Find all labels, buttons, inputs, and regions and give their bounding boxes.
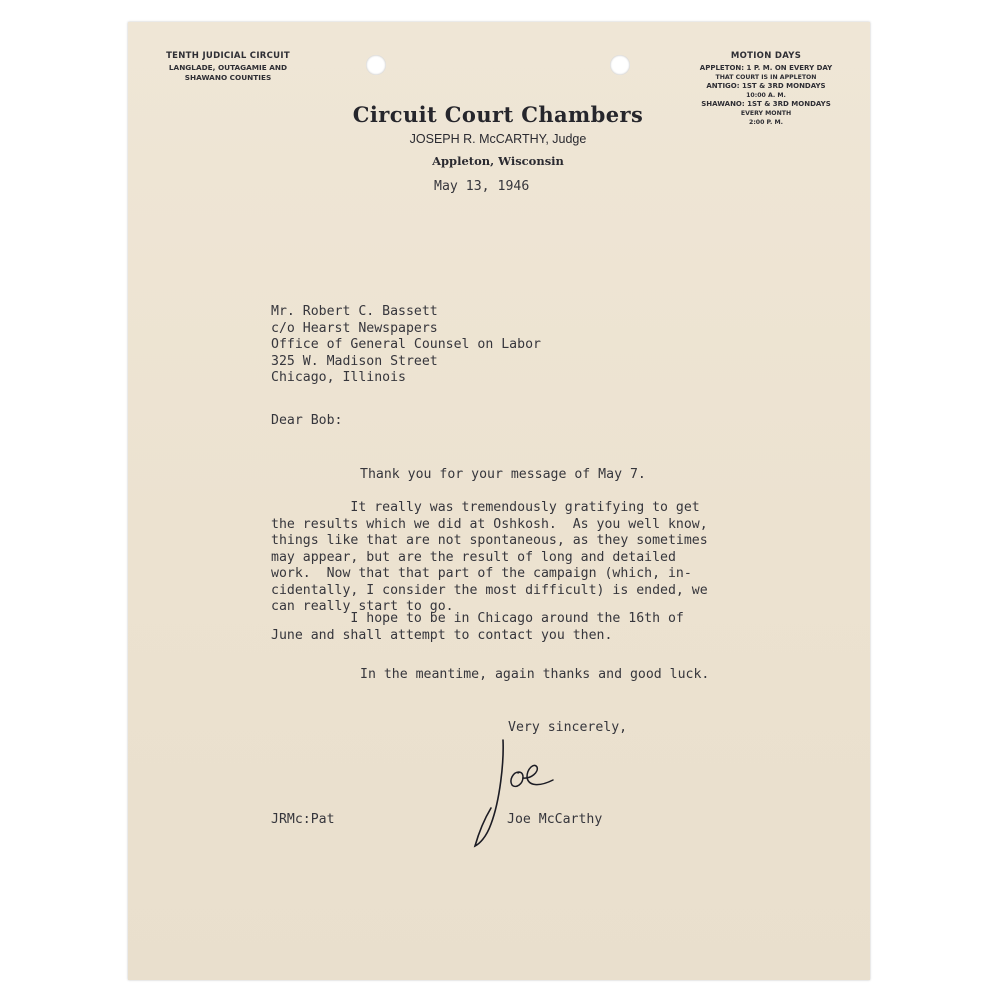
motion-days-line: 10:00 A. M.	[746, 92, 786, 99]
motion-days-line: ANTIGO: 1ST & 3RD MONDAYS	[706, 82, 826, 90]
paragraph-4: In the meantime, again thanks and good luck.	[360, 667, 710, 682]
counties-line-1: LANGLADE, OUTAGAMIE AND	[168, 63, 288, 72]
punch-hole-right	[610, 55, 630, 75]
motion-days-line: EVERY MONTH	[740, 110, 792, 117]
motion-days-block	[668, 51, 864, 127]
salutation: Dear Bob:	[271, 413, 343, 428]
paragraph-2: It really was tremendously gratifying to get the results which we did at Oshkosh. As you well know, things like that are not spontaneous, as they sometimes may appear, but are the result of long and detailed work. Now that that part of the campaign (which, in- cidentally, I consider the most difficult) is ended, we can really start to go.	[271, 500, 708, 614]
punch-hole-left	[366, 55, 386, 75]
counties-line-2: SHAWANO COUNTIES	[184, 73, 272, 82]
motion-days-heading: MOTION DAYS	[730, 51, 802, 61]
paragraph-3: I hope to be in Chicago around the 16th of June and shall attempt to contact you then.	[271, 611, 684, 643]
signature	[473, 722, 583, 852]
letterhead-title: Circuit Court Chambers	[352, 102, 644, 127]
motion-days-line: THAT COURT IS IN APPLETON	[715, 74, 817, 81]
typist-initials: JRMc:Pat	[271, 812, 335, 827]
motion-days-line: SHAWANO: 1ST & 3RD MONDAYS	[701, 100, 831, 108]
letter-date: May 13, 1946	[434, 179, 530, 194]
judge-name: JOSEPH R. McCARTHY, Judge	[409, 132, 587, 146]
recipient-address: Mr. Robert C. Bassett c/o Hearst Newspapers Office of General Counsel on Labor 325 W. Madison Street Chicago, Illinois	[271, 304, 541, 385]
signer-name: Joe McCarthy	[507, 812, 603, 827]
motion-days-line: 2:00 P. M.	[749, 119, 783, 126]
closing: Very sincerely,	[508, 720, 628, 735]
circuit-name: TENTH JUDICIAL CIRCUIT	[166, 51, 290, 61]
motion-days-line: APPLETON: 1 P. M. ON EVERY DAY	[699, 64, 833, 72]
paragraph-1: Thank you for your message of May 7.	[360, 467, 646, 482]
circuit-block	[148, 51, 308, 83]
letterhead-city: Appleton, Wisconsin	[432, 154, 564, 168]
letter-page	[128, 22, 870, 980]
